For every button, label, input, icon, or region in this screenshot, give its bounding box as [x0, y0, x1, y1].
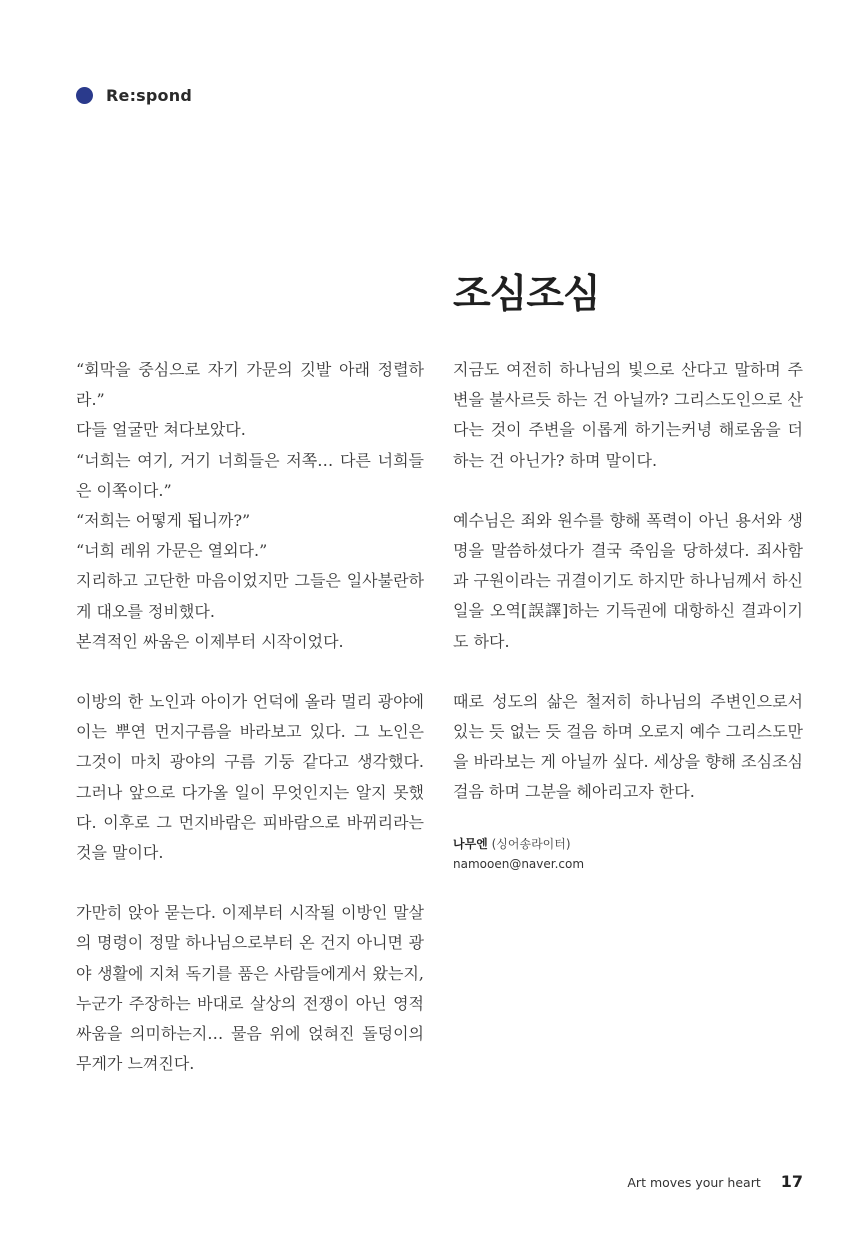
paragraph: “저희는 어떻게 됩니까?” [76, 511, 251, 531]
paragraph: 지리하고 고단한 마음이었지만 그들은 일사불란하게 대오를 정비했다. [76, 571, 424, 621]
paragraph: 본격적인 싸움은 이제부터 시작이었다. [76, 631, 344, 651]
article-left-column [76, 355, 424, 1079]
author-email: namooen@naver.com [453, 856, 585, 871]
section-dot-icon [76, 87, 93, 104]
section-tag [76, 86, 192, 105]
paragraph: 지금도 여전히 하나님의 빛으로 산다고 말하며 주변을 불사르듯 하는 건 아닐까? 그리스도인으로 산다는 것이 주변을 이롭게 하기는커녕 해로움을 더하는 건 아닌가? 하며 말이다. [453, 360, 803, 470]
author-role: (싱어송라이터) [491, 836, 571, 851]
paragraph: “너희 레위 가문은 열외다.” [76, 541, 268, 561]
footer-tagline: Art moves your heart [627, 1175, 761, 1190]
paragraph: 다들 얼굴만 쳐다보았다. [76, 420, 246, 440]
paragraph: 예수님은 죄와 원수를 향해 폭력이 아닌 용서와 생명을 말씀하셨다가 결국 죽임을 당하셨다. 죄사함과 구원이라는 귀결이기도 하지만 하나님께서 하신 일을 오역[誤譯]하는 기득권에 대항하신 결과이기도 하다. [453, 510, 804, 651]
page-number: 17 [780, 1172, 803, 1191]
author-name: 나무엔 [453, 836, 488, 851]
paragraph: 이방의 한 노인과 아이가 언덕에 올라 멀리 광야에 이는 뿌연 먼지구름을 바라보고 있다. 그 노인은 그것이 마치 광야의 구름 기둥 같다고 생각했다. 그러나 앞으로 다가올 일이 무엇인지는 알지 못했다. 이후로 그 먼지바람은 피바람으로 바뀌리라는 것을 말이다. [76, 692, 424, 863]
article-title: 조심조심 [453, 272, 600, 317]
paragraph: “너희는 여기, 거기 너희들은 저쪽… 다른 너희들은 이쪽이다.” [76, 450, 424, 500]
author-credit [453, 834, 803, 874]
page-footer [627, 1172, 803, 1191]
article-right-column [453, 355, 803, 874]
paragraph: 때로 성도의 삶은 철저히 하나님의 주변인으로서 있는 듯 없는 듯 걸음 하며 오로지 예수 그리스도만을 바라보는 게 아닐까 싶다. 세상을 향해 조심조심 걸음 하며 그분을 헤아리고자 한다. [453, 691, 803, 802]
section-label: Re:spond [106, 86, 192, 105]
paragraph: “회막을 중심으로 자기 가문의 깃발 아래 정렬하라.” [76, 360, 424, 410]
paragraph: 가만히 앉아 묻는다. 이제부터 시작될 이방인 말살의 명령이 정말 하나님으로부터 온 건지 아니면 광야 생활에 지쳐 독기를 품은 사람들에게서 왔는지, 누군가 주장하는 바대로 살상의 전쟁이 아닌 영적 싸움을 의미하는지… 물음 위에 얹혀진 돌덩이의 무게가 느껴진다. [76, 903, 424, 1074]
